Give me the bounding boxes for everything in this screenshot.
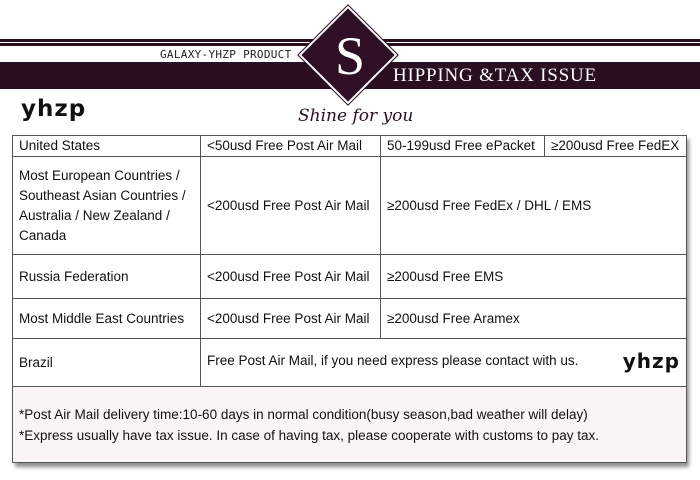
table-row-notes — [13, 387, 687, 463]
table-row-middle-east — [13, 299, 687, 339]
rate-cell: ≥200usd Free FedEX — [545, 136, 687, 157]
note-line: *Express usually have tax issue. In case of having tax, please cooperate with customs to pay tax. — [19, 427, 600, 443]
rate-cell: 50-199usd Free ePacket — [381, 136, 545, 157]
region-cell: Russia Federation — [13, 255, 201, 299]
rate-cell: <200usd Free Post Air Mail — [201, 255, 381, 299]
rate-cell: ≥200usd Free EMS — [381, 255, 687, 299]
notes-cell — [13, 387, 687, 463]
rate-cell: <50usd Free Post Air Mail — [201, 136, 381, 157]
table-row-brazil — [13, 339, 687, 387]
page-title: HIPPING &TAX ISSUE — [393, 65, 597, 86]
tagline: Shine for you — [298, 106, 414, 126]
region-cell: United States — [13, 136, 201, 157]
shipping-table-container — [12, 135, 686, 463]
note-line: *Post Air Mail delivery time:10-60 days in normal condition(busy season,bad weather will delay) — [19, 406, 588, 422]
shipping-table — [12, 135, 687, 463]
table-row-united-states — [13, 136, 687, 157]
rate-cell: ≥200usd Free FedEx / DHL / EMS — [381, 157, 687, 255]
yhzp-logo-small: yhzp — [622, 348, 680, 373]
table-row-europe-asia — [13, 157, 687, 255]
brazil-shipping-text: Free Post Air Mail, if you need express please contact with us. — [207, 352, 579, 368]
diamond-letter: S — [334, 26, 366, 86]
product-label: GALAXY-YHZP PRODUCT — [157, 47, 295, 62]
rate-cell: ≥200usd Free Aramex — [381, 299, 687, 339]
table-row-russia — [13, 255, 687, 299]
region-cell: Most European Countries / Southeast Asian Countries / Australia / New Zealand / Canada — [13, 157, 201, 255]
yhzp-logo: yhzp — [21, 96, 87, 122]
rate-cell — [201, 339, 687, 387]
rate-cell: <200usd Free Post Air Mail — [201, 299, 381, 339]
rate-cell: <200usd Free Post Air Mail — [201, 157, 381, 255]
region-cell: Brazil — [13, 339, 201, 387]
region-cell: Most Middle East Countries — [13, 299, 201, 339]
